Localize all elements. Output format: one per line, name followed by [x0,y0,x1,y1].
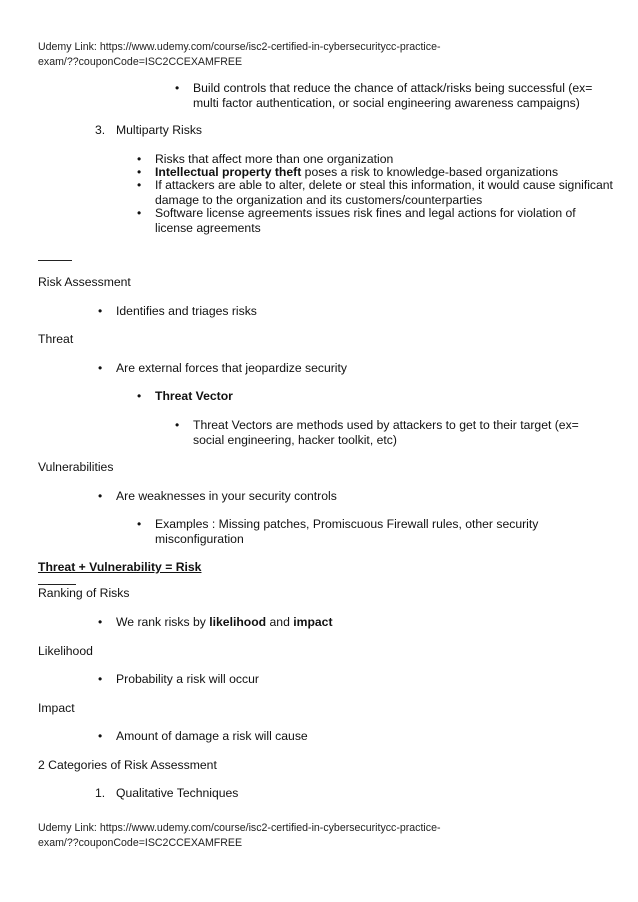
list-item [155,178,613,208]
list-item-text: Amount of damage a risk will cause [116,729,308,743]
list-item-text: • Threat Vectors are methods used by attackers to get to their target (ex= [193,418,579,432]
footer-line-1: Udemy Link: https://www.udemy.com/course/isc2-certified-in-cybersecuritycc-practice- [38,822,441,834]
bold-term: likelihood [209,615,267,629]
separator-rule [38,260,72,261]
heading-ranking: Ranking of Risks [38,586,130,600]
list-item [155,206,576,236]
list-item [116,615,333,630]
list-item-text: • Examples : Missing patches, Promiscuous Firewall rules, other security [155,517,539,531]
footer-link[interactable] [38,821,440,851]
list-item-text: We rank risks by [116,615,210,629]
list-item [116,361,347,376]
list-item [116,729,308,744]
section-title-multiparty: Multiparty Risks [116,123,203,137]
list-item-text: Probability a risk will occur [116,672,259,686]
heading-impact: Impact [38,701,75,715]
separator-rule [38,584,76,585]
heading-risk-assessment: Risk Assessment [38,275,131,289]
list-number: 3. [95,123,106,137]
list-item [193,81,592,111]
list-item-text: • Build controls that reduce the chance of attack/risks being successful (ex= [193,81,593,95]
risk-formula: Threat + Vulnerability = Risk [38,560,202,574]
list-item [193,418,579,448]
bold-term: impact [293,615,333,629]
heading-vulnerabilities: Vulnerabilities [38,460,114,474]
bold-term: Intellectual property theft [155,165,302,179]
list-item-qualitative: Qualitative Techniques [116,786,239,800]
list-item-text: damage to the organization and its customers/counterparties [155,193,483,207]
list-item-text: • Software license agreements issues risk fines and legal actions for violation of [155,206,576,220]
list-item [155,389,233,404]
header-link[interactable] [38,40,440,70]
list-item-text: misconfiguration [155,532,244,546]
list-item-text: • If attackers are able to alter, delete or steal this information, it would cause significant [155,178,613,192]
list-item-text: Are weaknesses in your security controls [116,489,337,503]
list-item-text: license agreements [155,221,261,235]
list-item-text: Are external forces that jeopardize security [116,361,347,375]
list-item-text: Identifies and triages risks [116,304,257,318]
list-item [155,517,538,547]
heading-likelihood: Likelihood [38,644,93,658]
header-line-2: exam/??couponCode=ISC2CCEXAMFREE [38,56,243,68]
list-item [116,489,337,504]
list-item-text: Risks that affect more than one organization [155,152,394,166]
header-line-1: Udemy Link: https://www.udemy.com/course/isc2-certified-in-cybersecuritycc-practice- [38,41,441,53]
list-item-text: multi factor authentication, or social engineering awareness campaigns) [193,96,580,110]
footer-line-2: exam/??couponCode=ISC2CCEXAMFREE [38,837,243,849]
heading-threat: Threat [38,332,74,346]
list-item [116,672,259,687]
list-item [116,304,257,319]
list-item-text: poses a risk to knowledge-based organizations [301,165,559,179]
list-item-text: and [266,615,294,629]
list-number: 1. [95,786,106,800]
bold-term: Threat Vector [155,389,233,403]
heading-categories: 2 Categories of Risk Assessment [38,758,217,772]
list-item-text: social engineering, hacker toolkit, etc) [193,433,397,447]
